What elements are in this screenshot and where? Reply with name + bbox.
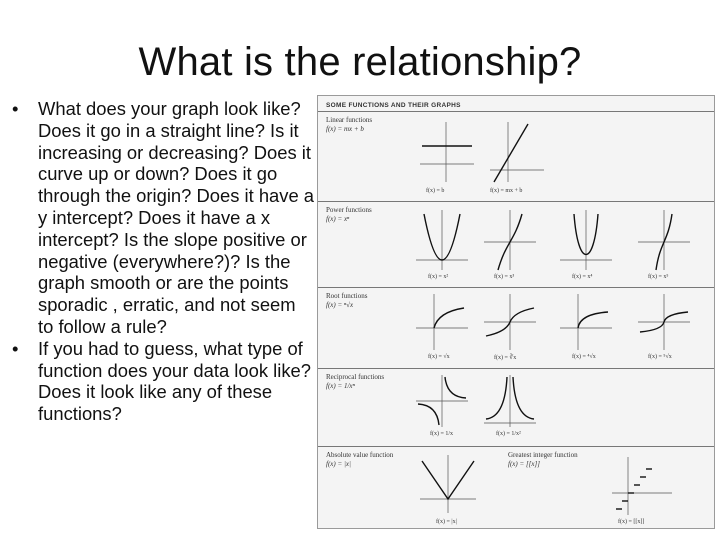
graph-caption: f(x) = √x [428, 354, 450, 360]
linear-functions-band [318, 111, 714, 202]
greatest-integer-graph [610, 455, 674, 517]
section-label: Linear functions [326, 116, 373, 124]
graph-caption: f(x) = 1/x² [496, 431, 521, 437]
graph-caption: f(x) = b [426, 188, 445, 194]
abs-and-integer-band [318, 446, 714, 529]
reciprocal-functions-band [318, 368, 714, 447]
reciprocal-square-graph [482, 373, 538, 429]
bullet-list [6, 98, 316, 425]
fourth-root-graph [558, 292, 614, 352]
bullet-item [6, 98, 316, 338]
root-functions-band [318, 287, 714, 369]
bullet-marker: • [12, 98, 19, 119]
slide-title: What is the relationship? [138, 40, 582, 84]
graph-caption: f(x) = ∛x [494, 355, 517, 361]
section-formula: f(x) = ⁿ√x [326, 301, 354, 309]
graph-caption: f(x) = ⁴√x [572, 354, 596, 360]
fourth-power-graph [558, 208, 614, 272]
linear-function-graph [486, 120, 546, 184]
section-formula: f(x) = 1/xⁿ [326, 382, 355, 390]
bullet-item [6, 338, 316, 425]
cube-function-graph [482, 208, 538, 272]
section-label: Greatest integer function [508, 451, 578, 459]
function-graphs-figure [317, 95, 715, 529]
section-label: Reciprocal functions [326, 373, 385, 381]
power-functions-band [318, 201, 714, 288]
graph-caption: f(x) = ⁵√x [648, 354, 672, 360]
figure-header: SOME FUNCTIONS AND THEIR GRAPHS [326, 102, 461, 109]
section-label: Power functions [326, 206, 372, 214]
graph-caption: f(x) = x⁵ [648, 274, 669, 280]
constant-function-graph [416, 120, 476, 184]
fifth-power-graph [636, 208, 692, 272]
bullet-text: If you had to guess, what type of function does your data look like? Does it look like any of these functions? [38, 337, 311, 425]
graph-caption: f(x) = [[x]] [618, 519, 645, 525]
graph-caption: f(x) = |x| [436, 519, 457, 525]
section-formula: f(x) = |x| [326, 460, 351, 468]
graph-caption: f(x) = mx + b [490, 188, 523, 194]
fifth-root-graph [636, 292, 692, 352]
graph-caption: f(x) = x³ [494, 274, 515, 280]
graph-caption: f(x) = 1/x [430, 431, 454, 437]
graph-caption: f(x) = x⁴ [572, 274, 593, 280]
reciprocal-graph [414, 373, 470, 429]
bullet-marker: • [12, 337, 19, 359]
cube-root-graph [482, 292, 538, 352]
section-label: Absolute value function [326, 451, 394, 459]
bullet-text: What does your graph look like? Does it go in a straight line? Is it increasing or decreasing? Does it curve up or down? Does it go through the origin? Does it have a y intercept? Does it have a x intercept? Is the slope positive or negative (everywhere?)? Is the graph smooth or are the points sporadic , erratic, and not seem to follow a rule? [38, 98, 315, 337]
square-root-graph [414, 292, 470, 352]
absolute-value-graph [418, 453, 478, 515]
section-label: Root functions [326, 292, 368, 300]
square-function-graph [414, 208, 470, 272]
graph-caption: f(x) = x² [428, 274, 449, 280]
section-formula: f(x) = [[x]] [508, 460, 540, 468]
section-formula: f(x) = mx + b [326, 125, 364, 133]
section-formula: f(x) = xⁿ [326, 215, 350, 223]
